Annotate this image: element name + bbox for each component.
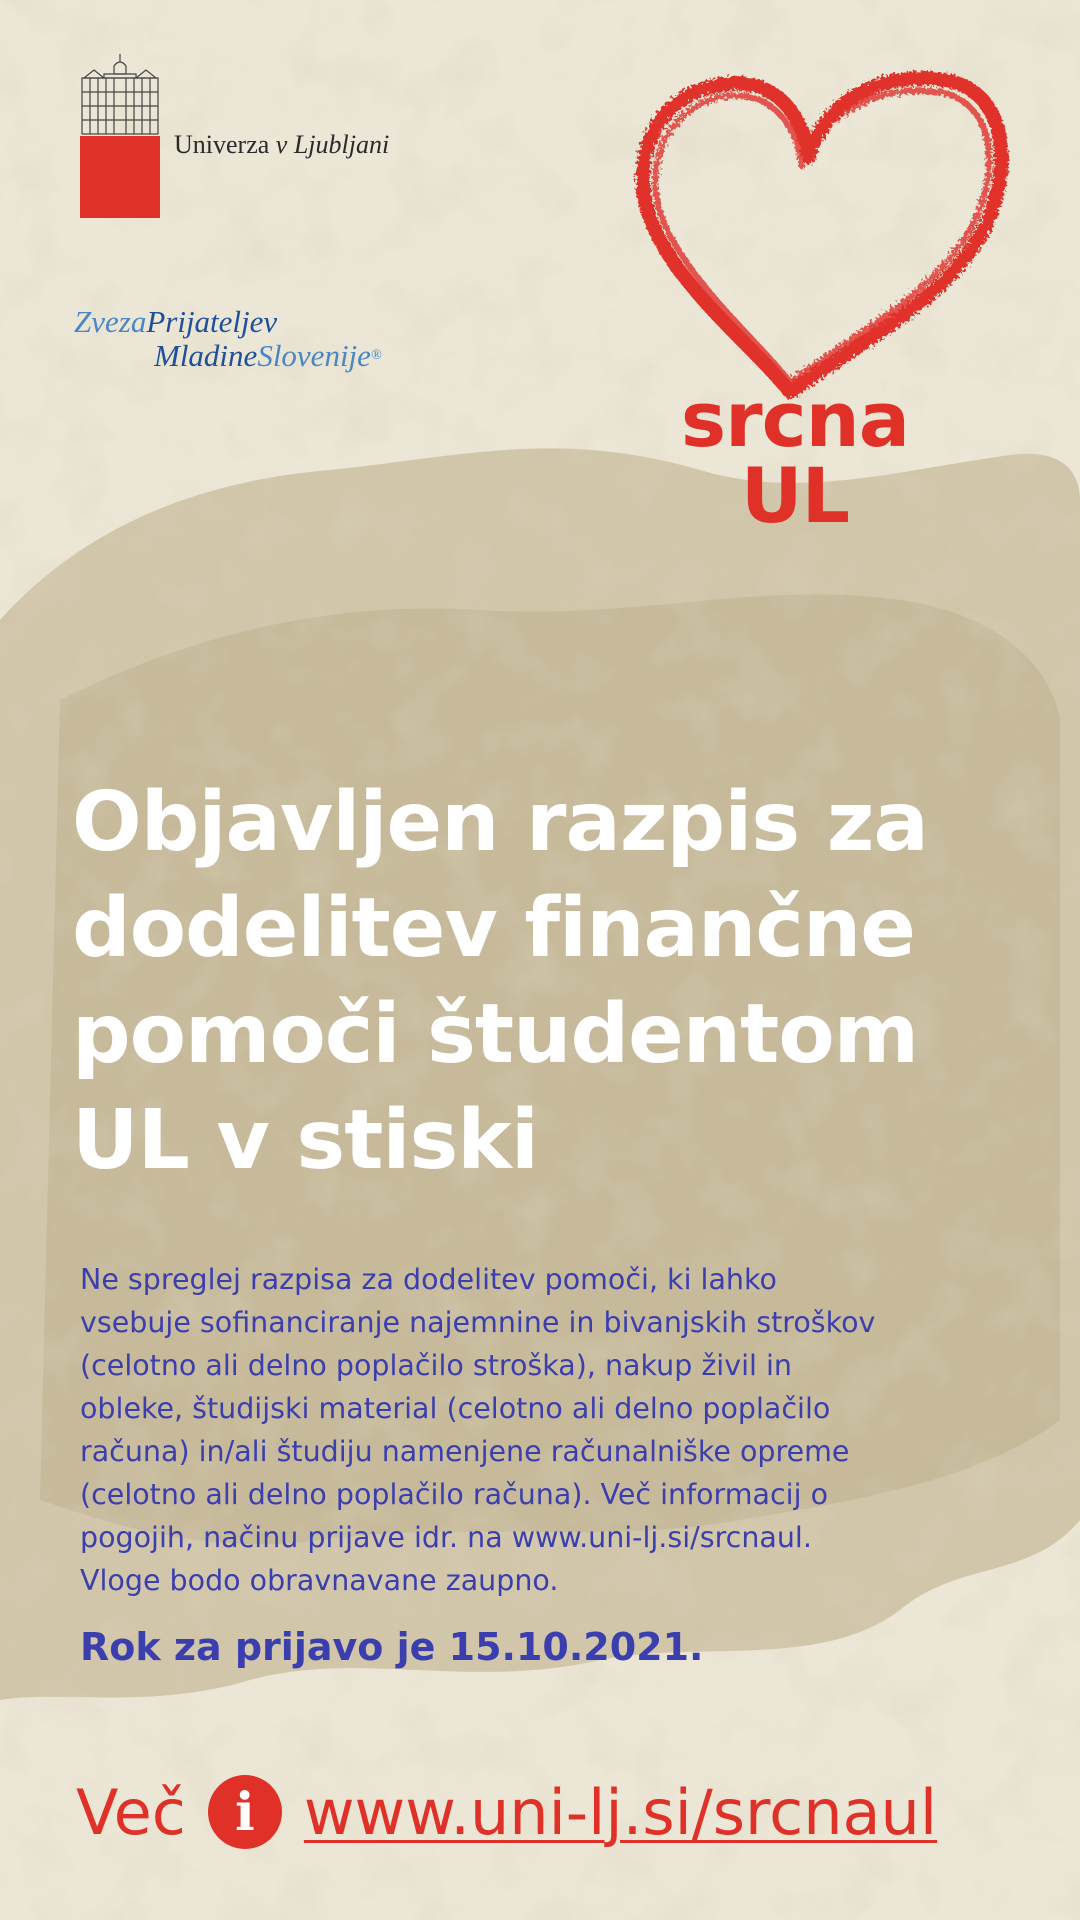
zpms-logo [74, 305, 454, 385]
headline [72, 770, 1032, 1194]
heart-icon [630, 62, 1020, 412]
srcna-word: srcna [680, 375, 910, 464]
university-name-connector: v [275, 130, 288, 159]
body-line: vsebuje sofinanciranje najemnine in bivanjskih stroškov [80, 1306, 876, 1339]
zpms-word-prijateljev: Prijateljev [146, 304, 278, 339]
zpms-logo-line1 [74, 305, 277, 339]
university-name-city: Ljubljani [293, 130, 390, 159]
zpms-word-zveza: Zveza [74, 304, 147, 339]
university-logo [78, 52, 438, 222]
body-line: (celotno ali delno poplačilo računa). Več informacij o [80, 1478, 828, 1511]
ul-word: UL [740, 451, 850, 540]
body-line: Ne spreglej razpisa za dodelitev pomoči, ki lahko [80, 1263, 777, 1296]
zpms-word-mladine: Mladine [154, 338, 258, 373]
headline-line: dodelitev finančne [72, 881, 915, 976]
zpms-logo-line2 [154, 339, 382, 373]
info-icon: i [208, 1775, 282, 1849]
footer-more-info [76, 1772, 937, 1852]
university-red-square [80, 136, 160, 218]
body-line: pogojih, načinu prijave idr. na www.uni-lj.si/srcnaul. [80, 1521, 812, 1554]
srcna-ul-logo-text [600, 375, 990, 540]
zpms-word-slovenije: Slovenije [257, 338, 371, 373]
university-name [174, 130, 389, 160]
headline-line: pomoči študentom [72, 987, 919, 1082]
university-name-prefix: Univerza [174, 130, 270, 159]
body-line: računa) in/ali študiju namenjene računalniške opreme [80, 1435, 850, 1468]
headline-line: UL v stiski [72, 1093, 538, 1188]
body-line: (celotno ali delno poplačilo stroška), nakup živil in [80, 1349, 792, 1382]
body-line: Vloge bodo obravnavane zaupno. [80, 1564, 559, 1597]
headline-line: Objavljen razpis za [72, 775, 928, 870]
body-paragraph [80, 1258, 1010, 1602]
more-label: Več [76, 1775, 186, 1849]
body-line: obleke, študijski material (celotno ali delno poplačilo [80, 1392, 831, 1425]
website-link[interactable]: www.uni-lj.si/srcnaul [303, 1775, 938, 1849]
deadline-text: Rok za prijavo je 15.10.2021. [80, 1625, 704, 1669]
registered-mark: ® [370, 348, 382, 363]
university-building-icon [78, 52, 162, 136]
